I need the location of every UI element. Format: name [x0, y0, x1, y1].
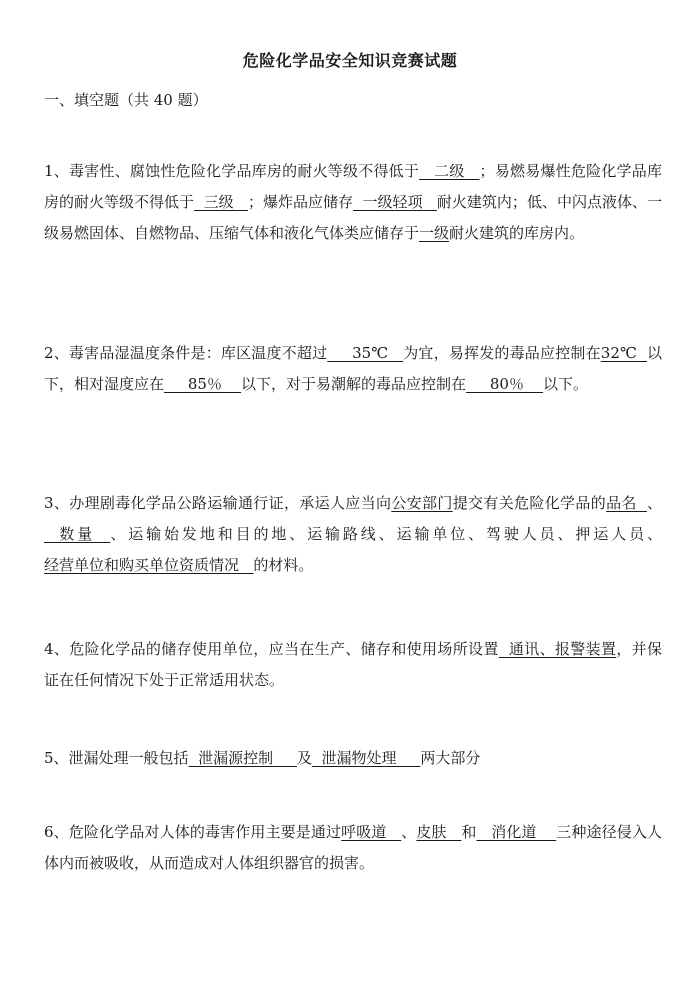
answer-blank: 泄漏源控制	[188, 749, 297, 767]
answer-blank: 二级	[419, 162, 480, 180]
question-text: 以下，对于易潮解的毒品应控制在	[241, 375, 467, 393]
question-text: ；易燃易爆性危险化学品库房的耐火等级不得低于	[44, 162, 663, 211]
question-5	[44, 743, 662, 774]
question-6	[44, 817, 662, 879]
question-1	[44, 156, 662, 249]
question-4	[44, 634, 662, 696]
answer-blank: 数量	[44, 525, 111, 543]
question-text: 以下。	[543, 375, 589, 393]
question-text: 三种途径侵入人体内而被吸收，从而造成对人体组织器官的损害。	[44, 823, 662, 872]
question-text: 1、毒害性、腐蚀性危险化学品库房的耐火等级不得低于	[44, 162, 420, 180]
question-text: 及	[296, 749, 312, 767]
question-text: ；爆炸品应储存	[247, 193, 353, 211]
question-2	[44, 338, 662, 400]
question-text: 以下，相对湿度应在	[44, 344, 662, 393]
question-text: 提交有关危险化学品的	[452, 494, 607, 512]
question-text: 两大部分	[420, 749, 481, 767]
answer-blank: 一级	[419, 224, 450, 242]
answer-blank: 公安部门	[391, 494, 453, 512]
question-text: 4、危险化学品的储存使用单位，应当在生产、储存和使用场所设置	[44, 640, 499, 658]
question-text: 的材料。	[253, 556, 314, 574]
question-3	[44, 488, 662, 581]
question-text: 耐火建筑的库房内。	[449, 224, 585, 242]
answer-blank: 皮肤	[416, 823, 462, 841]
answer-blank: 32℃	[600, 344, 647, 362]
answer-blank: 品名	[606, 494, 647, 512]
answer-blank: 35℃	[327, 344, 404, 362]
question-text: 耐火建筑内；低、中闪点液体、一级易燃固体、自燃物品、压缩气体和液化气体类应储存于	[44, 193, 662, 242]
answer-blank: 消化道	[476, 823, 557, 841]
answer-blank: 通讯、报警装置	[498, 640, 617, 658]
question-text: ，并保证在任何情况下处于正常适用状态。	[44, 640, 662, 689]
question-text: 、	[401, 823, 417, 841]
question-text: 为宜，易挥发的毒品应控制在	[403, 344, 601, 362]
question-text: 5、泄漏处理一般包括	[44, 749, 189, 767]
question-text: 和	[461, 823, 477, 841]
answer-blank: 一级轻项	[353, 193, 437, 211]
question-text: 6、危险化学品对人体的毒害作用主要是通过	[44, 823, 342, 841]
answer-blank: 泄漏物处理	[311, 749, 421, 767]
answer-blank: 三级	[194, 193, 248, 211]
question-text: 3、办理剧毒化学品公路运输通行证，承运人应当向	[44, 494, 392, 512]
answer-blank: 呼吸道	[341, 823, 402, 841]
answer-blank: 经营单位和购买单位资质情况	[44, 556, 254, 574]
question-text: 、运输始发地和目的地、运输路线、运输单位、驾驶人员、押运人员、	[110, 525, 662, 543]
question-text: 、	[646, 494, 662, 512]
question-text: 2、毒害品湿温度条件是：库区温度不超过	[44, 344, 328, 362]
answer-blank: 80％	[466, 375, 544, 393]
page-title: 危险化学品安全知识竞赛试题	[242, 51, 458, 70]
answer-blank: 85％	[164, 375, 242, 393]
section-heading: 一、填空题（共 40 题）	[44, 91, 208, 109]
